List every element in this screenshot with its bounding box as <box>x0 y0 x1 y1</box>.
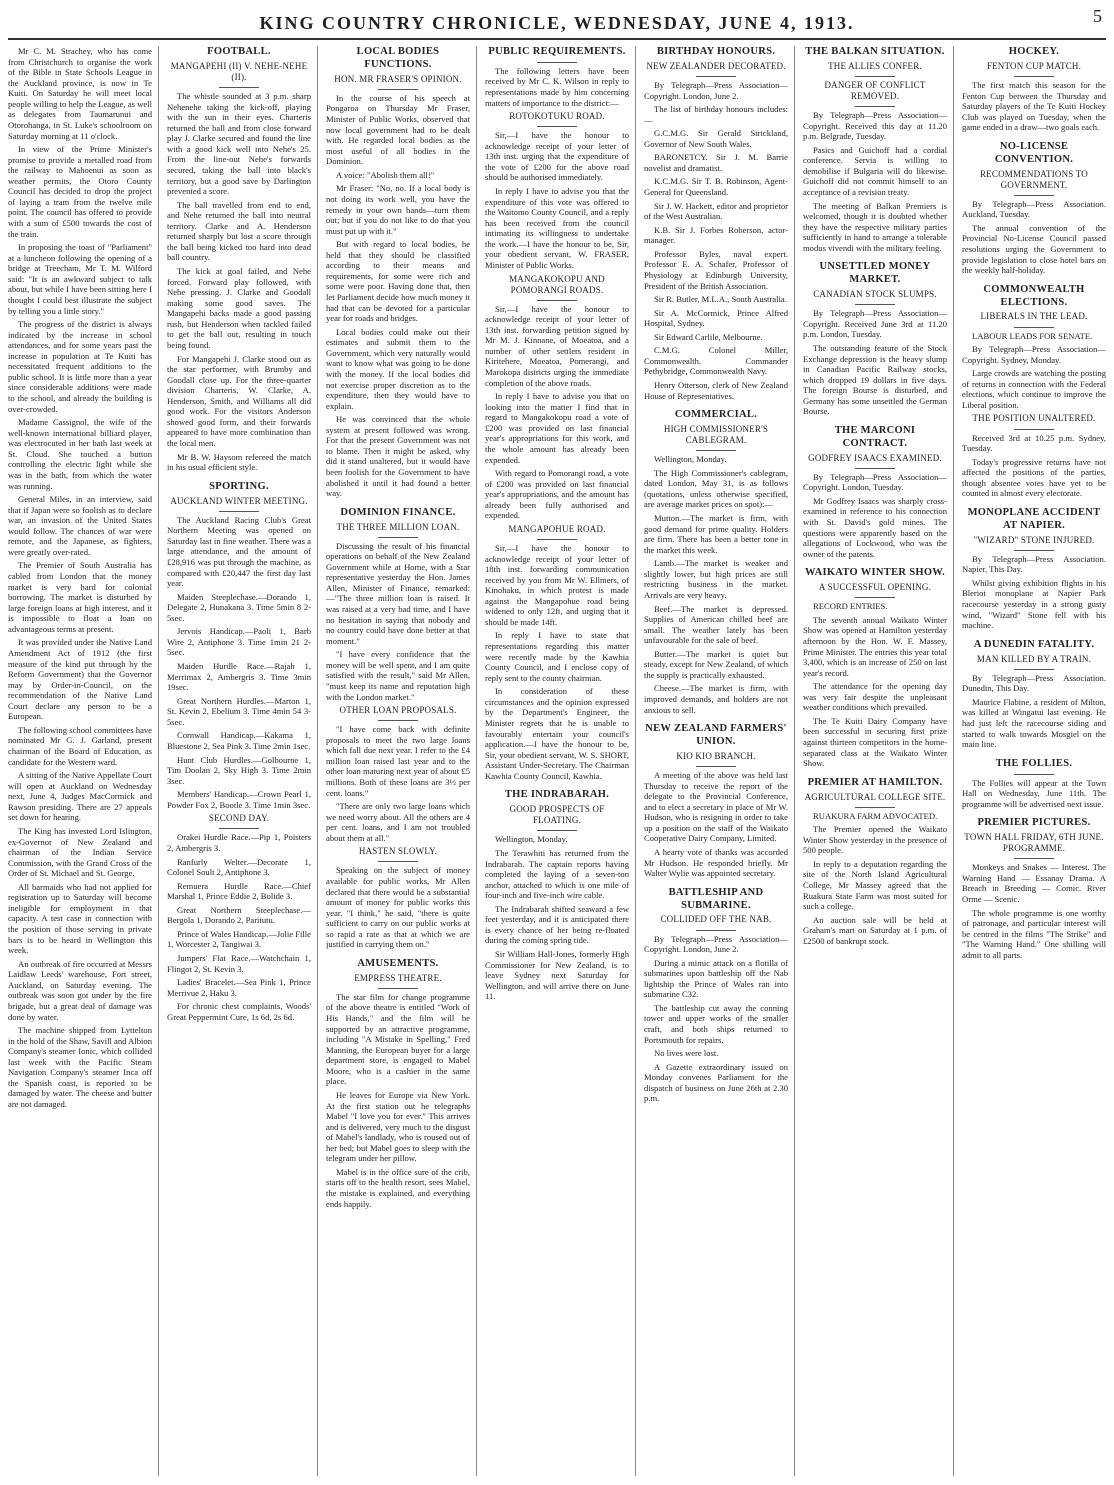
article-heading: HOCKEY. <box>1008 46 1060 57</box>
heading-rule <box>219 87 259 88</box>
article-paragraph: "I have come back with definite proposals to meet the two large loans which fall due next year. I refer to the £4 million loan raised last year and to the other loan maturing next year of about £5 millions. Both of these loans are 3½ per cent. loans." <box>326 724 470 798</box>
article-paragraph: Mr B. W. Haysom refereed the match in his usual efficient style. <box>167 451 311 473</box>
heading-rule <box>696 450 736 451</box>
heading-rule <box>537 62 577 63</box>
heading-rule <box>855 304 895 305</box>
article-paragraph: LABOUR LEADS FOR SENATE. <box>972 330 1093 341</box>
article-paragraph: Jumpers' Flat Race.—Watchchain 1, Flingot 2, St. Kevin 3. <box>167 953 311 974</box>
article-paragraph: The outstanding feature of the Stock Exchange depression is the heavy slump in Canadian Pacific Railway stocks, which dropped 19 dollars in five days. The foreign Bourse is disturbed, and Germany has some unsettled the German Bourse. <box>803 342 947 417</box>
heading-rule <box>855 468 895 469</box>
article-paragraph: Whilst giving exhibition flights in his Bleriot monoplane at Napier Park racecourse yesterday in a strong gusty wind, "Wizard" Stone fell with his machine. <box>962 577 1106 631</box>
heading-rule <box>537 830 577 831</box>
article-paragraph: Sir,—I have the honour to acknowledge receipt of your letter of 13th inst. forwarding petition signed by Mr M. J. Kinnane, of Moeatoa, and a number of other settlers resident in Kiritehere, Moeatoa, Pomerangi, and Marokopa districts urging the immediate completion of the above roads. <box>485 303 629 388</box>
article-paragraph: Henry Otterson, clerk of New Zealand House of Representatives. <box>644 380 788 401</box>
article-paragraph: Maiden Steeplechase.—Dorando 1, Delegate 2, Hunakana 3. Time 5min 8 2-5sec. <box>167 591 311 623</box>
heading-rule <box>1014 76 1054 77</box>
article-paragraph: Mabel is in the office sure of the crib, starts off to the health resort, sees Mabel, the mistake is explained, and everything ends happily. <box>326 1166 470 1209</box>
article-subheading: NEW ZEALANDER DECORATED. <box>646 60 786 71</box>
article-paragraph: Great Northern Steeplechase.—Bergola 1, Dorando 2, Paritutu. <box>167 904 311 926</box>
heading-rule <box>696 766 736 767</box>
article-heading: THE BALKAN SITUATION. <box>805 46 945 57</box>
article-heading: AMUSEMENTS. <box>357 957 439 969</box>
article-paragraph: By Telegraph—Press Association. Auckland, Tuesday. <box>962 198 1106 220</box>
article-heading: BIRTHDAY HONOURS. <box>656 46 776 57</box>
article-paragraph: Jervois Handicap.—Paoli 1, Barb Wire 2, Antiphone 3. Time 1min 21 2-5sec. <box>167 626 311 658</box>
heading-rule <box>855 597 895 598</box>
article-paragraph: Wellington, Monday. <box>495 834 568 845</box>
article-paragraph: Members' Handicap.—Crown Pearl 1, Powder Fox 2, Bootle 3. Time 1min 3sec. <box>167 789 311 810</box>
article-paragraph: By Telegraph—Press Association—Copyright. Received June 3rd at 11.20 p.m. London, Tuesday. <box>803 308 947 340</box>
article-paragraph: A voice: "Abolish them all!" <box>336 169 435 180</box>
article-paragraph: The progress of the district is always indicated by the increase in school attendances, and for some years past the increase in population at Te Kuiti has necessitated frequent additions to the public school. It is little more than a year since considerable additions were made to the school, and already the building is over-crowded. <box>8 319 152 414</box>
article-heading: NEW ZEALAND FARMERS' UNION. <box>645 723 787 748</box>
article-paragraph: The annual convention of the Provincial No-License Council passed resolutions urging the Government to provide legislation to close hotel bars on the weekly half-holiday. <box>962 222 1106 276</box>
article-paragraph: In reply to a deputation regarding the site of the North Island Agricultural College, Mr Massey agreed that the Ruakura State Farm was most suited for such a college. <box>803 858 947 912</box>
article-paragraph: In proposing the toast of "Parliament" at a luncheon following the opening of a bridge at Treecham, Mr T. M. Wilford said: "It is an awkward subject to talk about, but while I have been sitting here I thought I could best illustrate the subject by telling you a little story." <box>8 242 152 316</box>
article-heading: FOOTBALL. <box>207 46 271 57</box>
article-heading: NO-LICENSE CONVENTION. <box>994 140 1074 165</box>
article-paragraph: No lives were lost. <box>654 1048 719 1059</box>
article-paragraph: In the course of his speech at Pongaroa on Thursday Mr Fraser, Minister of Public Works, observed that now local government had to be dealt with. He regarded local bodies as the most useful of all bodies in the Dominion. <box>326 92 470 167</box>
article-subheading: COLLIDED OFF THE NAB. <box>660 914 772 925</box>
article-heading: THE INDRABARAH. <box>504 789 610 801</box>
article-subheading: CANADIAN STOCK SLUMPS. <box>813 289 937 300</box>
article-paragraph: By Telegraph—Press Association. Dunedin, This Day. <box>962 672 1106 694</box>
article-paragraph: The following letters have been received by Mr C. K. Wilson in reply to representations made by him concerning matters of importance to the district:— <box>485 65 629 108</box>
article-subheading: GOOD PROSPECTS OF FLOATING. <box>509 804 605 826</box>
article-paragraph: The Te Kuiti Dairy Company have been successful in securing first prize against thirteen competitors in the home-separated class at the Waikato Winter Show. <box>803 715 947 769</box>
article-paragraph: Remuera Hurdle Race.—Chief Marshal 1, Prince Eddie 2, Bolide 3. <box>167 880 311 902</box>
article-paragraph: The seventh annual Waikato Winter Show was opened at Hamilton yesterday afternoon by the Hon. W. F. Massey, Prime Minister. The entries this year total 3,400, which is an increase of 250 on last year's record. <box>803 614 947 678</box>
heading-rule <box>1014 669 1054 670</box>
heading-rule <box>378 988 418 989</box>
article-paragraph: Sir R. Butler, M.L.A., South Australia. <box>654 294 787 305</box>
heading-rule <box>696 76 736 77</box>
article-subheading: THE ALLIES CONFER. <box>828 60 922 71</box>
article-paragraph: The ball travelled from end to end, and Nehe returned the ball into neutral territory. Clarke and A. Henderson returned sharply but lost a score through the ball being kicked too hard into dead ball country. <box>167 199 311 263</box>
article-paragraph: The star film for change programme of the above theatre is entitled "Work of His Hands," and the film will be supported by an attractive programme, including "A Mistake in Spelling," Fred Manning, the European buyer for a large department store, is engaged to Mabel Moore, who is a cashier in the same place. <box>326 991 470 1087</box>
article-paragraph: The Auckland Racing Club's Great Northern Meeting was opened on Saturday last in fine weather. There was a large attendance, and the amount of £28,916 was put through the machine, as compared with £20,447 the first day last year. <box>167 514 311 589</box>
heading-rule <box>1014 858 1054 859</box>
article-paragraph: The machine shipped from Lyttelton in the hold of the Shaw, Savill and Albion Company's steamer Ionic, which collided last week with the Pacific Steam Navigation Company's steamer Inca off the Spanish coast, is reported to be damaged by water. The cheese and butter are not damaged. <box>8 1025 152 1109</box>
article-subheading: THE POSITION UNALTERED. <box>972 413 1096 424</box>
article-paragraph: The list of birthday honours includes:— <box>644 104 788 125</box>
article-subheading: AUCKLAND WINTER MEETING. <box>170 495 308 506</box>
article-paragraph: Pasics and Guichoff had a cordial conference. Servia is willing to demobilise if Bulgaria will do likewise. Guichoff did not commit himself to an acceptance of a revision treaty. <box>803 144 947 198</box>
article-paragraph: Mr C. M. Strachey, who has come from Christchurch to organise the work of the Bible in State Schools League in the Auckland province, is now in Te Kuiti. On Saturday he will meet local people willing to help the League, as well as delegates from Taumarunui and Otorohanga, in St. Luke's schoolroom on Saturday morning at 11 o'clock. <box>8 46 152 141</box>
article-subheading: OTHER LOAN PROPOSALS. <box>339 705 457 716</box>
article-paragraph: Professor Byles, naval expert. Professor E. A. Schafer, Professor of Physiology at Edinburgh University, President of the British Association. <box>644 248 788 291</box>
article-heading: A DUNEDIN FATALITY. <box>973 638 1095 650</box>
article-paragraph: He was convinced that the whole system at present followed was wrong. For that the present Government was not to blame. Then it might be asked, why did it stand unaltered, but it would have been foolish for the Government to have abolished it until it had found a better way. <box>326 414 470 499</box>
heading-rule <box>378 537 418 538</box>
article-heading: PUBLIC REQUIREMENTS. <box>488 46 626 57</box>
article-paragraph: RECORD ENTRIES. <box>813 601 888 612</box>
article-paragraph: An auction sale will be held at Graham's mart on Saturday at 1 p.m. of £2500 of bankrupt stock. <box>803 914 947 946</box>
column-1 <box>8 46 159 1476</box>
article-paragraph: Mutton.—The market is firm, with good demand for prime quality. Holders are firm. There has been a better tone in the market this week. <box>644 513 788 555</box>
article-paragraph: In reply I have to state that representations regarding this matter were recently made by the Kawhia County Council, and I enclose copy of reply sent to the county chairman. <box>485 630 629 683</box>
article-paragraph: In reply I have to advise you that the expenditure of this vote was offered to the Waitomo County Council, and a reply has been received from the council intimating its willingness to undertake the work.—I have the honour to be, Sir, your obedient servant, W. FRASER, Minister of Public Works. <box>485 186 629 270</box>
article-paragraph: Madame Cassignol, the wife of the well-known international billiard player, was electrocuted in her bath last week at St. Cloud. She touched a button controlling the electric light while she was in the bath, from which the water was running. <box>8 417 152 491</box>
article-paragraph: But with regard to local bodies, he held that they should be classified according to their means and requirements, for some were rich and some were poor. Having done that, then let Parliament decide how much money it had that can be devoted for a particular year for roads and bridges. <box>326 239 470 324</box>
article-heading: SPORTING. <box>209 480 269 492</box>
article-paragraph: Beef.—The market is depressed. Supplies of American chilled beef are small. The weather lately has been unfavourable for the sale of beef. <box>644 603 788 646</box>
column-4 <box>485 46 636 1476</box>
article-paragraph: A meeting of the above was held last Thursday to receive the report of the delegate to the Provincial Conference, and to elect a secretary in place of Mr W. Hudson, who is resigning in order to take up a position on the staff of the Waikato Cooperative Dairy Company, Limited. <box>644 770 788 844</box>
article-paragraph: Large crowds are watching the posting of returns in connection with the Federal elections, which continue to improve the Liberal position. <box>962 368 1106 410</box>
heading-rule <box>378 89 418 90</box>
article-paragraph: RUAKURA FARM ADVOCATED. <box>813 810 938 821</box>
heading-rule <box>855 76 895 77</box>
article-heading: BATTLESHIP AND SUBMARINE. <box>668 886 764 911</box>
column-3 <box>326 46 477 1476</box>
article-paragraph: A sitting of the Native Appellate Court will open at Auckland on Wednesday next, June 4, Judges MacCormick and Rawson presiding. There are 27 appeals set down for hearing. <box>8 770 152 823</box>
article-paragraph: It was provided under the Native Land Amendment Act of 1912 (the first measure of the kind put through by the Reform Government) that the Governor may by Order-in-Council, on the recommendation of the Native Land Court declare any person to be a European. <box>8 637 152 722</box>
article-paragraph: Great Northern Hurdles.—Marton 1, St. Kevin 2, Ebelium 3. Time 4min 54 3-5sec. <box>167 695 311 727</box>
article-subheading: GODFREY ISAACS EXAMINED. <box>808 452 942 463</box>
article-paragraph: For chronic chest complaints, Woods' Great Peppermint Cure, 1s 6d, 2s 6d. <box>167 1001 311 1022</box>
article-subheading: SECOND DAY. <box>208 813 270 824</box>
article-paragraph: A hearty vote of thanks was accorded Mr Hudson. He responded briefly. Mr Walter Wylie was appointed secretary. <box>644 846 788 879</box>
article-paragraph: The attendance for the opening day was very fair despite the unpleasant weather conditions which prevailed. <box>803 681 947 713</box>
article-paragraph: The Indrabarah shifted seaward a few feet yesterday, and it is anticipated there is every chance of her being re-floated during the coming spring tide. <box>485 903 629 946</box>
article-paragraph: Received 3rd at 10.25 p.m. Sydney, Tuesday. <box>962 432 1106 454</box>
article-paragraph: G.C.M.G. Sir Gerald Strickland, Governor of New South Wales. <box>644 128 788 149</box>
article-paragraph: Ranfurly Welter.—Decorate 1, Colonel Soult 2, Antiphone 3. <box>167 856 311 878</box>
article-paragraph: Wellington, Monday. <box>654 454 727 465</box>
article-paragraph: Butter.—The market is quiet but steady, except for New Zealand, of which the supply is practically exhausted. <box>644 648 788 680</box>
article-heading: DOMINION FINANCE. <box>340 506 456 518</box>
article-paragraph: Sir William Hall-Jones, formerly High Commissioner for New Zealand, is to leave Sydney next Saturday for Wellington, and will arrive there on June 11. <box>485 949 629 1002</box>
heading-rule <box>855 807 895 808</box>
article-paragraph: The following school committees have nominated Mr G. J. Garland, present chairman of the Board of Education, as candidate for the Western ward. <box>8 724 152 767</box>
heading-rule <box>537 126 577 127</box>
article-heading: THE MARCONI CONTRACT. <box>834 424 916 449</box>
article-subheading: RECOMMENDATIONS TO GOVERNMENT. <box>979 168 1089 190</box>
article-subheading: FENTON CUP MATCH. <box>986 60 1082 71</box>
article-paragraph: He leaves for Europe via New York. At the first station out he telegraphs Mabel "I love you for ever." This arrives and is delivered, very much to the disgust of Mabel's landlady, who is roused out of her bed; but Mabel goes to sleep with the telegram under her pillow. <box>326 1089 470 1164</box>
heading-rule <box>1014 429 1054 430</box>
article-paragraph: By Telegraph—Press Association. Napier, This Day. <box>962 553 1106 575</box>
article-paragraph: Orakei Hurdle Race.—Pip 1, Poisters 2, Ambergris 3. <box>167 832 311 853</box>
article-paragraph: Speaking on the subject of money available for public works, Mr Allen declared that there would be a substantial amount of money for public works this year. "I think," he said, "there is quite sufficient to carry on our public works at so rapid a rate as that at which we are justified in carrying them on." <box>326 865 470 950</box>
article-paragraph: By Telegraph—Press Association—Copyright. London, June 2. <box>644 933 788 955</box>
article-paragraph: Today's progressive returns have not affected the positions of the parties, though absentee votes have yet to be counted in almost every electorate. <box>962 456 1106 499</box>
article-paragraph: Sir,—I have the honour to acknowledge receipt of your letter of 13th inst. urging that the expenditure of the vote of £200 for the above road should be authorised immediately. <box>485 130 629 183</box>
article-subheading: AGRICULTURAL COLLEGE SITE. <box>804 791 946 802</box>
article-paragraph: K.B. Sir J. Forbes Roberson, actor-manager. <box>644 224 788 246</box>
column-6 <box>803 46 954 1476</box>
article-paragraph: Prince of Wales Handicap.—Jolie Fille 1, Worcester 2, Tangiwai 3. <box>167 928 311 950</box>
article-paragraph: By Telegraph—Press Association—Copyright. Received this day at 11.20 p.m. Belgrade, Tuesday. <box>803 110 947 142</box>
article-paragraph: K.C.M.G. Sir T. B. Robinson, Agent-General for Queensland. <box>644 176 788 198</box>
article-paragraph: By Telegraph—Press Association—Copyright. London, June 2. <box>644 79 788 101</box>
article-paragraph: The kick at goal failed, and Nehe forced. Forward play followed, with Nehe pressing. J. Clarke and Goodall making some good saves. The Mangapehi backs made a good passing rush, but Henderson when tackled failed to get the ball out, resulting in touch being found. <box>167 266 311 350</box>
article-paragraph: The whistle sounded at 3 p.m. sharp Nehenehe taking the kick-off, playing with the sun in their eyes. Charteris returned the ball and from close forward play J. Clarke secured and found the line with a good kick well into Nehe's 25. From the line-out Nehe's forwards secured, taking the ball into black's territory, but a good save by Darlington prevented a score. <box>167 91 311 197</box>
heading-rule <box>378 861 418 862</box>
article-heading: THE FOLLIES. <box>995 757 1073 769</box>
article-subheading: DANGER OF CONFLICT REMOVED. <box>824 79 926 102</box>
columns-container <box>0 40 1114 1476</box>
heading-rule <box>1014 774 1054 775</box>
column-2 <box>167 46 318 1476</box>
article-paragraph: The meeting of Balkan Premiers is welcomed, though it is doubted whether they have the respective military parties sufficiently in hand to arrange a tolerable modus vivendi with the military feeling. <box>803 200 947 253</box>
article-subheading: ROTOKOTUKU ROAD. <box>509 111 605 122</box>
article-paragraph: Hunt Club Hurdles.—Golbourne 1, Tim Doolan 2, Sky High 3. Time 2min 3sec. <box>167 754 311 786</box>
heading-rule <box>219 511 259 512</box>
masthead <box>8 0 1106 40</box>
article-subheading: HIGH COMMISSIONER'S CABLEGRAM. <box>663 424 769 446</box>
article-subheading: MANGAKOKOPU AND POMORANGI ROADS. <box>509 273 605 295</box>
newspaper-title: KING COUNTRY CHRONICLE, WEDNESDAY, JUNE 4, 1913. <box>259 13 855 33</box>
article-paragraph: Sir J. W. Hackett, editor and proprietor of the West Australian. <box>644 200 788 222</box>
article-paragraph: The Follies will appear at the Town Hall on Wednesday, June 11th. The programme will be advertised next issue. <box>962 777 1106 809</box>
article-paragraph: Lamb.—The market is weaker and slightly lower, but high prices are still restricting business in the market. Arrivals are very heavy. <box>644 558 788 600</box>
heading-rule <box>537 300 577 301</box>
article-subheading: MANGAPEHI (II) V. NEHE-NEHE (II). <box>170 60 308 82</box>
article-paragraph: Mr Godfrey Isaacs was sharply cross-examined in reference to his connection with St. David's gold mines. The questions were apparently based on the allegations of Lockwood, who was the owner of the patents. <box>803 495 947 559</box>
article-paragraph: Sir Edward Carlile, Melbourne. <box>654 331 763 342</box>
article-paragraph: Maiden Hurdle Race.—Rajah 1, Merrimax 2, Ambergris 3. Time 3min 19sec. <box>167 661 311 693</box>
article-subheading: MAN KILLED BY A TRAIN. <box>976 653 1092 664</box>
article-paragraph: Cornwall Handicap.—Kakama 1, Bluestone 2, Sea Pink 3. Time 2min 1sec. <box>167 730 311 751</box>
article-subheading: THE THREE MILLION LOAN. <box>336 521 460 532</box>
page-number: 5 <box>1093 6 1102 26</box>
heading-rule <box>855 106 895 107</box>
heading-rule <box>219 828 259 829</box>
column-5 <box>644 46 795 1476</box>
article-paragraph: By Telegraph—Press Association—Copyright. Sydney, Monday. <box>962 344 1106 365</box>
article-paragraph: Sir A. McCormick, Prince Alfred Hospital, Sydney. <box>644 307 788 329</box>
article-paragraph: Ladies' Bracelet.—Sea Pink 1, Prince Merrivue 2, Haku 3. <box>167 977 311 998</box>
article-paragraph: Maurice Flabine, a resident of Milton, was killed at Wingatui last evening. He had just left the racecourse siding and started to walk towards Mosgiel on the main line. <box>962 696 1106 750</box>
article-paragraph: The Premier of South Australia has cabled from London that the money market is very hard for colonial borrowing. The market is disturbed by large foreign loans at high interest, and it is impossible to float a loan on advantageous terms at present. <box>8 560 152 634</box>
article-paragraph: With regard to Pomorangi road, a vote of £200 was provided on last financial year's appropriations, and the amount has already been fully authorised and expended. <box>485 468 629 521</box>
column-7 <box>962 46 1106 1476</box>
article-paragraph: All barmaids who had not applied for registration up to Saturday will become ineligible for employment in that capacity. A test case in connection with the position of those serving in private bars is to be heard in Wellington this week. <box>8 881 152 956</box>
article-paragraph: In view of the Prime Minister's promise to provide a metalled road from the railway to Mahoenui as soon as weather permits, the Otoro County Council has decided to drop the project of laying a tram from the twelve mile point. The council has offered to provide with a sum of £500 towards the cost of the train. <box>8 144 152 239</box>
article-subheading: KIO KIO BRANCH. <box>676 750 756 761</box>
article-paragraph: During a mimic attack on a flotilla of submarines upon battleship off the Nab lightship the Prince of Wales ran into submarine C32. <box>644 957 788 1000</box>
article-paragraph: Discussing the result of his financial operations on behalf of the New Zealand Government while at Home, with a Star representative yesterday the Hon. James Allen, Minister of Finance, remarked:—"The three million loan is raised. It was raised at a very bad time, and I have no hesitation in saying that nobody and no country could have done better at that moment." <box>326 540 470 646</box>
article-paragraph: In consideration of these circumstances and the opinion expressed by the Department's Engineer, the Minister regrets that he is unable to favourably entertain your council's application.—I have the honour to be, Sir, your obedient servant, W. S. SHORT, Assistant Under-Secretary. The Chairman Kawhia County Council, Kawhia. <box>485 686 629 781</box>
article-paragraph: BARONETCY. Sir J. M. Barrie novelist and dramatist. <box>644 152 788 173</box>
article-subheading: LIBERALS IN THE LEAD. <box>980 311 1088 322</box>
heading-rule <box>537 539 577 540</box>
heading-rule <box>696 930 736 931</box>
heading-rule <box>1014 550 1054 551</box>
article-heading: COMMERCIAL. <box>674 409 758 421</box>
article-paragraph: The battleship cut away the conning tower and upper works of the smaller craft, and both ships returned to Portsmouth for repairs. <box>644 1002 788 1045</box>
article-subheading: HON. MR FRASER'S OPINION. <box>334 73 462 84</box>
article-paragraph: General Miles, in an interview, said that if Japan were so foolish as to declare war, an invasion of the United States would follow. The chances of war were remote, and the Japanese, as fighters, were greatly over-rated. <box>8 494 152 557</box>
article-subheading: HASTEN SLOWLY. <box>358 846 438 857</box>
article-subheading: MANGAPOHUE ROAD. <box>508 523 606 534</box>
article-paragraph: The King has invested Lord Islington, ex-Governor of New Zealand and chairman of the Indian Service Commission, with the Grand Cross of the Order of St. Michael and St. George. <box>8 825 152 879</box>
article-paragraph: The High Commissioner's cablegram, dated London, May 31, is as follows (quotations, unless otherwise specified, are average market prices on spot):— <box>644 467 788 510</box>
article-subheading: A SUCCESSFUL OPENING. <box>818 582 932 593</box>
article-paragraph: Local bodies could make out their estimates and submit them to the Government, which very naturally would want to know what was going to be done with the money. If the local bodies did not exercise proper discretion as to the expenditure, then they would have to explain. <box>326 326 470 411</box>
article-paragraph: Monkeys and Snakes — Interest. The Warning Hand — Essanay Drama. A Breach in Breeding — Comic. River Orme — Scenic. <box>962 862 1106 904</box>
article-subheading: EMPRESS THEATRE. <box>354 972 442 983</box>
article-paragraph: By Telegraph—Press Association—Copyright. London, Tuesday. <box>803 471 947 493</box>
article-subheading: TOWN HALL FRIDAY, 6TH JUNE. PROGRAMME. <box>964 832 1104 854</box>
article-paragraph: C.M.G. Colonel Miller, Commonwealth. Commander Pethybridge, Commonwealth Navy. <box>644 345 788 377</box>
article-paragraph: Sir,—I have the honour to acknowledge receipt of your letter of 18th inst. forwarding communication received by you from Mr W. Ellmers, of Kinohaku, in which protest is made against the Mangapohue road being widened to only 12ft, and urging that it should be made 14ft. <box>485 542 629 627</box>
article-paragraph: A Gazette extraordinary issued on Monday convenes Parliament for the dispatch of business on June 26th at 2.30 p.m. <box>644 1061 788 1104</box>
heading-rule <box>378 720 418 721</box>
article-paragraph: The whole programme is one worthy of patronage, and particular interest will be centred in the films "The Strike" and "The Warning Hand." One shilling will admit to all parts. <box>962 907 1106 960</box>
article-paragraph: In reply I have to advise you that on looking into the matter I find that in regard to Mangakokopu road a vote of £200 was provided on last financial year's appropriations for this work, and the whole amount has already been expended. <box>485 391 629 465</box>
article-paragraph: Mr Fraser: "No, no. If a local body is not doing its work well, you have the remedy in your own hands—turn them out; but if you do not like to do that you must put up with it." <box>326 183 470 236</box>
article-paragraph: The Terawhiti has returned from the Indrabarah. The captain reports having completed the laying of a seven-ton anchor, attached to which is one mile of four-inch and five-inch wire cable. <box>485 847 629 901</box>
article-heading: PREMIER PICTURES. <box>977 817 1091 829</box>
article-paragraph: An outbreak of fire occurred at Messrs Laidlaw Leeds' warehouse, Fort street, Auckland, on Saturday evening. The outbreak was soon got under by the fire brigade, but a great deal of damage was done by water. <box>8 958 152 1022</box>
article-paragraph: The Premier opened the Waikato Winter Show yesterday in the presence of 500 people. <box>803 824 947 856</box>
article-heading: LOCAL BODIES FUNCTIONS. <box>356 46 440 70</box>
article-paragraph: For Mangapehi J. Clarke stood out as the star performer, with Brumby and Goodall close up. For the three-quarter division Charteris, W. Clarke, A. Henderson, Smith, and Williams all did good work. For the visitors Anderson showed good form, and their forwards appeared to have more combination than the local men. <box>167 353 311 449</box>
article-paragraph: The first match this season for the Fenton Cup between the Thursday and Saturday players of the Te Kuiti Hockey Club was played on Tuesday, when the game ended in a draw—two goals each. <box>962 79 1106 133</box>
article-heading: PREMIER AT HAMILTON. <box>807 776 943 788</box>
heading-rule <box>1014 195 1054 196</box>
article-paragraph: Cheese.—The market is firm, with improved demands, and holders are not anxious to sell. <box>644 683 788 715</box>
article-heading: MONOPLANE ACCIDENT AT NAPIER. <box>967 506 1101 531</box>
article-paragraph: "I have every confidence that the money will be well spent, and I am quite satisfied with the result," said Mr Allen, "must keep its name and reputation high with the London market." <box>326 649 470 702</box>
heading-rule <box>1014 327 1054 328</box>
article-heading: UNSETTLED MONEY MARKET. <box>819 261 931 286</box>
article-heading: WAIKATO WINTER SHOW. <box>804 567 946 579</box>
article-paragraph: "There are only two large loans which we need worry about. All the others are 4 per cent. loans, and I am not troubled about them at all." <box>326 801 470 843</box>
article-heading: COMMONWEALTH ELECTIONS. <box>983 283 1085 308</box>
article-subheading: "WIZARD" STONE INJURED. <box>973 534 1095 545</box>
